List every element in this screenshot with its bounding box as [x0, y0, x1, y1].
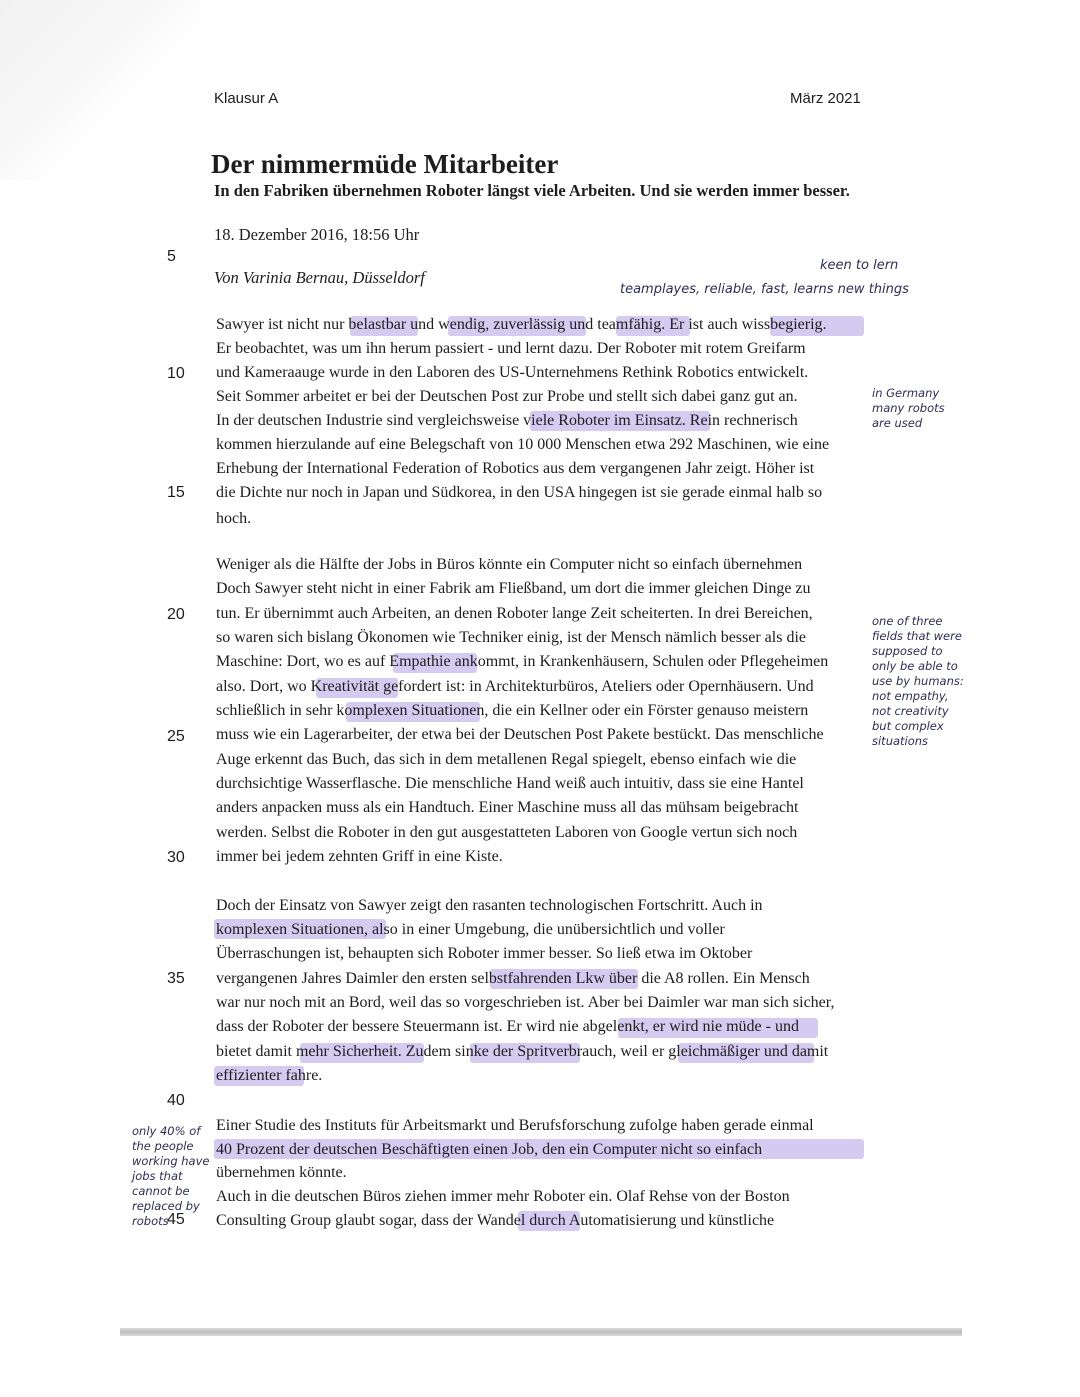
text-line: die Dichte nur noch in Japan und Südkorea, in den USA hingegen ist sie gerade einmal halb so: [216, 484, 823, 501]
text-line: Auge erkennt das Buch, das sich in dem metallenen Regal spiegelt, ebenso einfach wie die: [216, 751, 797, 768]
text-line: Seit Sommer arbeitet er bei der Deutschen Post zur Probe und stellt sich dabei ganz gut an.: [216, 388, 798, 405]
text-line: also. Dort, wo Kreativität gefordert ist: in Architekturbüros, Ateliers oder Opernhäusern. Und: [216, 678, 814, 695]
article-title: Der nimmermüde Mitarbeiter: [211, 149, 559, 179]
scan-edge: [120, 1328, 962, 1336]
text-line: und Kameraauge wurde in den Laboren des US-Unternehmens Rethink Robotics entwickelt.: [216, 364, 809, 381]
text-line: 40 Prozent der deutschen Beschäftigten einen Job, den ein Computer nicht so einfach: [216, 1141, 763, 1158]
text-line: dass der Roboter der bessere Steuermann ist. Er wird nie abgelenkt, er wird nie müde - und: [216, 1018, 799, 1035]
text-line: Einer Studie des Instituts für Arbeitsmarkt und Berufsforschung zufolge haben gerade einmal: [216, 1117, 814, 1134]
text-line: Doch Sawyer steht nicht in einer Fabrik am Fließband, um dort die immer gleichen Dinge zu: [216, 580, 811, 597]
text-line: Doch der Einsatz von Sawyer zeigt den rasanten technologischen Fortschritt. Auch in: [216, 897, 763, 914]
line-number: 10: [167, 365, 185, 382]
text-line: Auch in die deutschen Büros ziehen immer mehr Roboter ein. Olaf Rehse von der Boston: [216, 1188, 790, 1205]
line-number: 35: [167, 970, 185, 987]
text-line: war nur noch mit an Bord, weil das so vorgeschrieben ist. Aber bei Daimler war man sich sicher,: [216, 994, 835, 1011]
handwritten-note: only 40% of the people working have jobs that cannot be replaced by robots: [132, 1124, 210, 1228]
text-line: bietet damit mehr Sicherheit. Zudem sinke der Spritverbrauch, weil er gleichmäßiger und damit: [216, 1043, 829, 1060]
text-line: werden. Selbst die Roboter in den gut ausgestatteten Laboren von Google vertun sich noch: [216, 824, 798, 841]
header-date: März 2021: [790, 90, 861, 107]
text-line: effizienter fahre.: [216, 1067, 323, 1084]
line-number: 45: [167, 1211, 185, 1228]
line-number: 5: [167, 248, 176, 265]
line-number: 15: [167, 484, 185, 501]
text-line: anders anpacken muss als ein Handtuch. Einer Maschine muss all das mühsam beigebracht: [216, 799, 799, 816]
handwritten-note: keen to lern: [820, 258, 899, 273]
text-line: tun. Er übernimmt auch Arbeiten, an denen Roboter lange Zeit scheiterten. In drei Bereichen,: [216, 605, 813, 622]
text-line: durchsichtige Wasserflasche. Die menschliche Hand weiß auch intuitiv, dass sie eine Hantel: [216, 775, 804, 792]
text-line: so waren sich bislang Ökonomen wie Techniker einig, ist der Mensch nämlich besser als die: [216, 629, 806, 646]
text-line: vergangenen Jahres Daimler den ersten selbstfahrenden Lkw über die A8 rollen. Ein Mensch: [216, 970, 810, 987]
text-line: kommen hierzulande auf eine Belegschaft von 10 000 Menschen etwa 292 Maschinen, wie eine: [216, 436, 830, 453]
handwritten-note: teamplayes, reliable, fast, learns new things: [620, 282, 909, 297]
handwritten-note: in Germany many robots are used: [872, 386, 945, 430]
text-line: komplexen Situationen, also in einer Umgebung, die unübersichtlich und voller: [216, 921, 725, 938]
line-number: 30: [167, 849, 185, 866]
header-course: Klausur A: [214, 90, 279, 107]
text-line: muss wie ein Lagerarbeiter, der etwa bei der Deutschen Post Pakete bestückt. Das menschliche: [216, 726, 824, 743]
text-line: übernehmen könnte.: [216, 1164, 347, 1181]
text-line: Weniger als die Hälfte der Jobs in Büros könnte ein Computer nicht so einfach übernehmen: [216, 556, 803, 573]
handwritten-note: one of three fields that were supposed to only be able to use by humans: not empathy, not creativity but complex situations: [872, 614, 964, 748]
text-line: hoch.: [216, 510, 252, 527]
line-number: 25: [167, 728, 185, 745]
text-line: immer bei jedem zehnten Griff in eine Kiste.: [216, 848, 503, 865]
text-line: Maschine: Dort, wo es auf Empathie ankommt, in Krankenhäusern, Schulen oder Pflegeheimen: [216, 653, 829, 670]
text-line: Überraschungen ist, behaupten sich Roboter immer besser. So ließ etwa im Oktober: [216, 945, 753, 962]
text-line: In der deutschen Industrie sind vergleichsweise viele Roboter im Einsatz. Rein rechnerisch: [216, 412, 798, 429]
text-line: Er beobachtet, was um ihn herum passiert - und lernt dazu. Der Roboter mit rotem Greifarm: [216, 340, 806, 357]
article-date: 18. Dezember 2016, 18:56 Uhr: [214, 225, 420, 244]
line-number: 20: [167, 606, 185, 623]
line-number: 40: [167, 1092, 185, 1109]
text-line: schließlich in sehr komplexen Situationen, die ein Kellner oder ein Förster genauso meistern: [216, 702, 809, 719]
text-line: Consulting Group glaubt sogar, dass der Wandel durch Automatisierung und künstliche: [216, 1212, 775, 1229]
text-line: Sawyer ist nicht nur belastbar und wendig, zuverlässig und teamfähig. Er ist auch wissbegierig.: [216, 316, 827, 333]
article-subtitle: In den Fabriken übernehmen Roboter längst viele Arbeiten. Und sie werden immer besser.: [214, 181, 850, 200]
article-author: Von Varinia Bernau, Düsseldorf: [214, 268, 425, 287]
text-line: Erhebung der International Federation of Robotics aus dem vergangenen Jahr zeigt. Höher ist: [216, 460, 815, 477]
